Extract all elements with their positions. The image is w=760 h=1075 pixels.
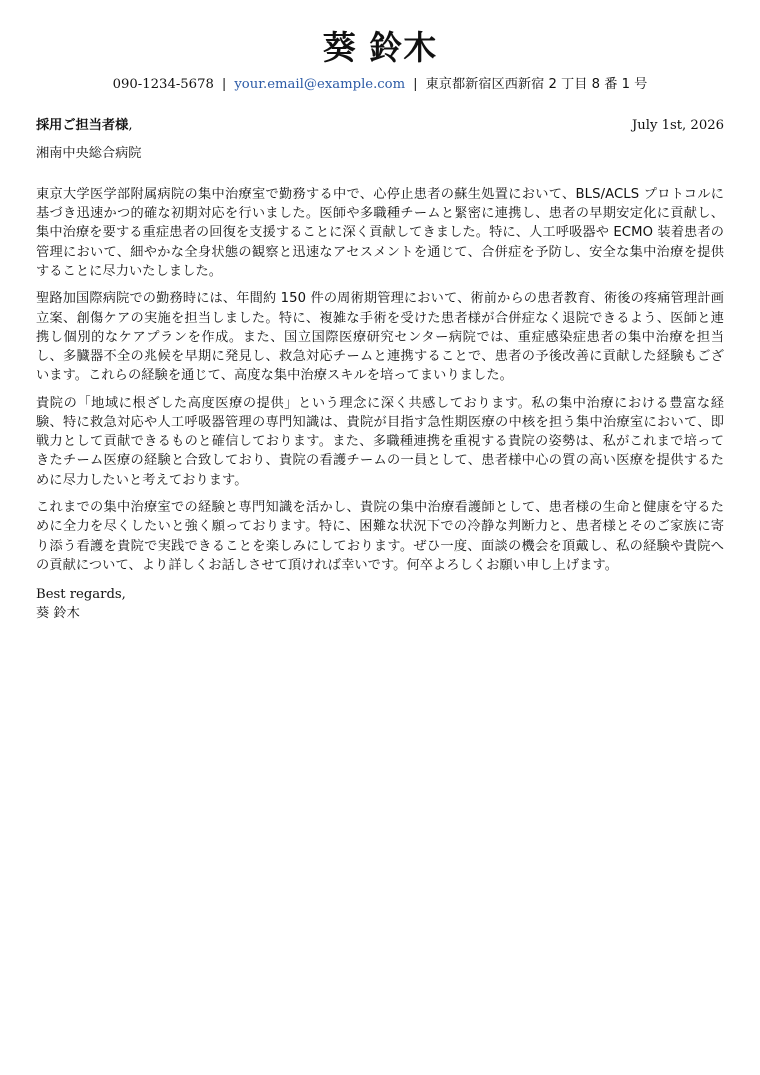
applicant-name: 葵 鈴木 — [322, 28, 438, 67]
letter-body — [36, 185, 724, 583]
closing-phrase: Best regards, — [36, 587, 126, 602]
address: 東京都新宿区西新宿 2 丁目 8 番 1 号 — [425, 77, 648, 92]
body-paragraph: 東京大学医学部附属病院の集中治療室で勤務する中で、心停止患者の蘇生処置において、BLS/ACLS プロトコルに基づき迅速かつ的確な初期対応を行いました。医師や多職種チームと緊密に連携し、患者の早期安定化に貢献し、集中治療を要する重症患者の回復を支援することに深く貢献してきました。特に、人工呼吸器や ECMO 装着患者の管理において、細やかな全身状態の観察と迅速なアセスメントを通じて、合併症を予防し、安全な集中治療を提供することに尽力いたしました。 — [36, 187, 724, 279]
contact-line — [0, 76, 760, 94]
phone-number: 090-1234-5678 — [112, 77, 214, 92]
signature-name: 葵 鈴木 — [36, 606, 80, 621]
salutation-row — [36, 117, 724, 135]
salutation — [36, 117, 133, 135]
recipient-name: 湘南中央総合病院 — [36, 146, 142, 161]
closing-block — [36, 585, 126, 623]
contact-separator: | — [413, 77, 418, 92]
contact-separator: | — [221, 77, 227, 92]
body-paragraph: これまでの集中治療室での経験と専門知識を活かし、貴院の集中治療看護師として、患者様の生命と健康を守るために全力を尽くしたいと強く願っております。特に、困難な状況下での冷静な判断力と、患者様とそのご家族に寄り添う看護を貴院で実践できることを楽しみにしております。ぜひ一度、面談の機会を頂戴し、私の経験や貴院への貢献について、より詳しくお話しさせて頂ければ幸いです。何卒よろしくお願い申し上げます。 — [36, 500, 724, 573]
letter-date: July 1st, 2026 — [631, 118, 724, 133]
email-link[interactable]: your.email@example.com — [234, 77, 406, 92]
body-paragraph: 聖路加国際病院での勤務時には、年間約 150 件の周術期管理において、術前からの患者教育、術後の疼痛管理計画立案、創傷ケアの実施を担当しました。特に、複雑な手術を受けた患者様が合併症なく退院できるよう、医師と連携し個別的なケアプランを作成。また、国立国際医療研究センター病院では、重症感染症患者の集中治療を担当し、多臓器不全の兆候を早期に発見し、救急対応チームと連携することで、患者の予後改善に貢献した経験もございます。これらの経験を通じて、高度な集中治療スキルを培ってまいりました。 — [36, 291, 724, 384]
salutation-comma: , — [128, 118, 133, 133]
salutation-text: 採用ご担当者様 — [36, 118, 129, 133]
body-paragraph: 貴院の「地域に根ざした高度医療の提供」という理念に深く共感しております。私の集中治療における豊富な経験、特に救急対応や人工呼吸器管理の専門知識は、貴院が目指す急性期医療の中核を担う集中治療室において、即戦力として貢献できるものと確信しております。また、多職種連携を重視する貴院の姿勢は、私がこれまで培ってきたチーム医療の経験と合致しており、貴院の看護チームの一員として、患者様中心の質の高い医療を提供するために尽力したいと考えております。 — [36, 395, 724, 488]
